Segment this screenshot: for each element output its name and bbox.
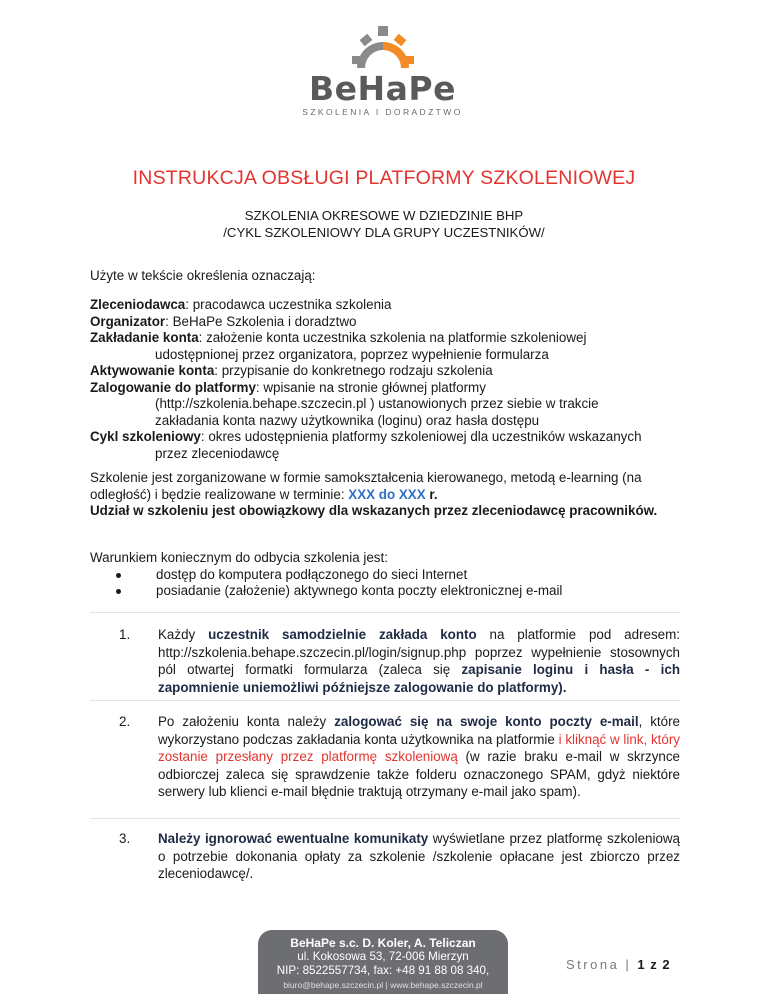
step-text-part: Każdy <box>158 627 209 642</box>
bullet-icon <box>116 573 121 578</box>
definition-continuation: przez zleceniodawcę <box>155 445 280 461</box>
schedule-dates: XXX do XXX <box>348 486 426 502</box>
brand-name: BeHaPe <box>309 69 456 108</box>
bullet-icon <box>116 589 121 594</box>
definition-continuation: zakładania konta nazwy użytkownika (loginu) oraz hasła dostępu <box>155 412 540 428</box>
step-text-part: (w razie braku e-mail w skrzynce odbiorczej zaleca się sprawdzenie także folderu oznaczonego SPAM, gdyż niektóre serwery lub klienci e-mail błędnie traktują otrzymany e-mail jako spam). <box>158 749 680 799</box>
footer-company: BeHaPe s.c. D. Koler, A. Teliczan <box>290 936 476 950</box>
step-highlight: i kliknąć w link, który zostanie przesłany przez platformę szkoleniową <box>158 731 680 764</box>
requirements-section <box>90 550 680 600</box>
step-text-part: , które wykorzystano podczas zakładania konta użytkownika na platformie <box>158 714 680 747</box>
step-text-part: wyświetlane przez platformę szkoleniową o potrzebie dokonania opłaty za szkolenie /szkolenie opłacane jest zbiorczo przez zleceniodawcę/. <box>158 831 681 881</box>
step-number: 2. <box>119 714 131 729</box>
step-text <box>158 626 680 696</box>
definition-continuation: (http://szkolenia.behape.szczecin.pl ) ustanowionych przez siebie w trakcie <box>155 396 599 411</box>
definitions-list <box>90 297 680 462</box>
footer-contact <box>258 930 508 994</box>
definition-item <box>90 330 680 347</box>
step-number: 1. <box>119 627 131 642</box>
step-3 <box>90 830 680 883</box>
subtitle-line-2: /CYKL SZKOLENIOWY DLA GRUPY UCZESTNIKÓW/ <box>223 225 545 240</box>
divider <box>90 700 680 701</box>
definition-item <box>90 363 680 380</box>
definition-text: : wpisanie na stronie głównej platformy <box>255 379 486 395</box>
requirements-intro: Warunkiem koniecznym do odbycia szkolenia jest: <box>90 550 388 565</box>
step-text <box>158 830 680 883</box>
definition-item <box>90 380 680 397</box>
step-number: 3. <box>119 831 131 846</box>
schedule-suffix: r. <box>425 486 438 502</box>
requirement-text: posiadanie (założenie) aktywnego konta poczty elektronicznej e-mail <box>156 583 563 598</box>
gear-logo-icon <box>351 22 415 70</box>
list-item <box>90 567 680 584</box>
page-word: Strona <box>566 957 620 972</box>
definition-term: Aktywowanie konta <box>90 363 215 378</box>
requirement-text: dostęp do komputera podłączonego do sieci Internet <box>156 566 468 582</box>
brand-tagline: SZKOLENIA I DORADZTWO <box>302 107 463 117</box>
page-number: 1 z 2 <box>637 957 671 972</box>
list-item <box>90 583 680 600</box>
mandatory-notice: Udział w szkoleniu jest obowiązkowy dla wskazanych przez zleceniodawcę pracowników. <box>90 503 658 518</box>
page-title: INSTRUKCJA OBSŁUGI PLATFORMY SZKOLENIOWEJ <box>132 167 636 189</box>
step-text-part: na platformie pod adresem: http://szkolenia.behape.szczecin.pl/login/signup.php poprzez wypełnienie stosownych pól otwartej formatki formularza (zaleca się <box>158 627 680 677</box>
step-text-part: Po założeniu konta należy <box>158 714 335 729</box>
definition-continuation: udostępnionej przez organizatora, poprzez wypełnienie formularza <box>155 346 549 362</box>
step-bold: uczestnik samodzielnie zakłada konto <box>208 627 477 642</box>
requirements-list <box>90 567 680 600</box>
divider <box>90 818 680 819</box>
definition-text: : BeHaPe Szkolenia i doradztwo <box>165 313 357 329</box>
definition-text: : przypisanie do konkretnego rodzaju szkolenia <box>214 363 493 378</box>
definition-text: : pracodawca uczestnika szkolenia <box>185 297 392 312</box>
step-bold: zalogować się na swoje konto poczty e-mail <box>334 714 639 729</box>
definition-item <box>90 429 680 446</box>
definitions-lead: Użyte w tekście określenia oznaczają: <box>90 268 316 283</box>
step-bold: Należy ignorować ewentualne komunikaty <box>158 831 429 846</box>
definition-text: : okres udostępnienia platformy szkoleniowej dla uczestników wskazanych <box>200 429 642 444</box>
page-indicator: Strona | 1 z 2 <box>566 957 671 972</box>
divider <box>90 612 680 613</box>
definition-text: : założenie konta uczestnika szkolenia na platformie szkoleniowej <box>198 330 587 345</box>
step-text <box>158 713 680 801</box>
definition-term: Cykl szkoleniowy <box>90 429 201 444</box>
footer-address: ul. Kokosowa 53, 72-006 Mierzyn <box>297 950 469 963</box>
definition-term: Zakładanie konta <box>90 330 199 345</box>
definition-term: Zalogowanie do platformy <box>90 379 256 395</box>
schedule-paragraph <box>90 470 680 520</box>
subtitle-line-1: SZKOLENIA OKRESOWE W DZIEDZINIE BHP <box>244 208 524 223</box>
page-subtitle <box>0 207 768 241</box>
step-bold: zapisanie loginu i hasła - ich zapomnienie uniemożliwi późniejsze zalogowanie do platformy). <box>158 662 680 695</box>
definition-term: Zleceniodawca <box>90 297 186 312</box>
step-2 <box>90 713 680 801</box>
company-logo <box>300 22 465 122</box>
definition-item <box>90 314 680 331</box>
definition-term: Organizator <box>90 313 166 329</box>
definition-item <box>90 297 680 314</box>
footer-contact-links: biuro@behape.szczecin.pl | www.behape.szczecin.pl <box>283 980 483 990</box>
footer-nip: NIP: 8522557734, fax: +48 91 88 08 340, <box>276 964 490 977</box>
schedule-text: Szkolenie jest zorganizowane w formie samokształcenia kierowanego, metodą e-learning (na odległość) i będzie realizowane w terminie: <box>90 470 642 502</box>
step-1 <box>90 626 680 696</box>
